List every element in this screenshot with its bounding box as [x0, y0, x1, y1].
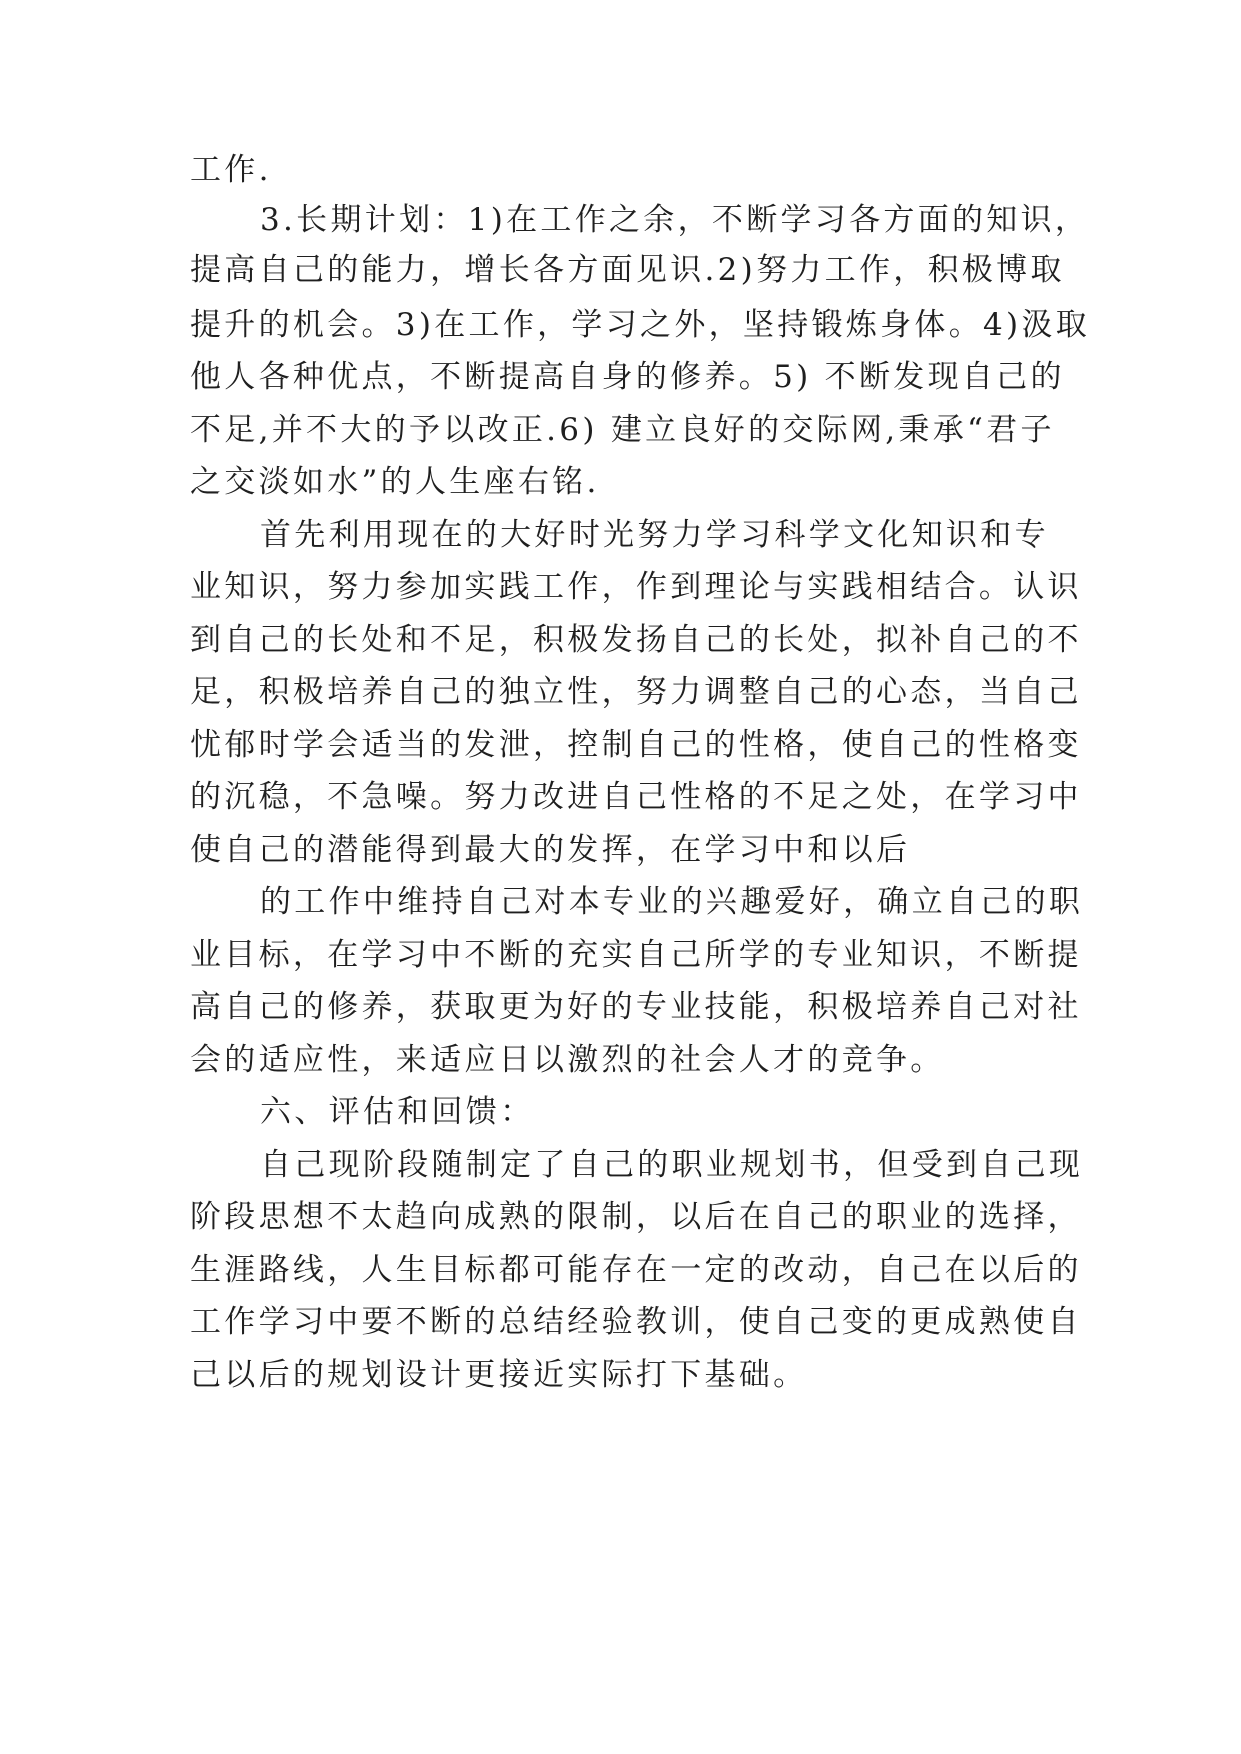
text-line: 3.长期计划：1)在工作之余，不断学习各方面的知识，	[260, 202, 1090, 238]
text-line: 不足,并不大的予以改正.6) 建立良好的交际网,秉承“君子	[190, 412, 1055, 448]
text-line: 的沉稳，不急噪。努力改进自己性格的不足之处，在学习中	[190, 779, 1082, 815]
text-line: 足，积极培养自己的独立性，努力调整自己的心态，当自己	[190, 674, 1082, 710]
text-line: 提高自己的能力，增长各方面见识.2)努力工作，积极博取	[190, 252, 1065, 288]
text-line: 之交淡如水”的人生座右铭.	[190, 464, 600, 500]
text-line: 提升的机会。3)在工作，学习之外，坚持锻炼身体。4)汲取	[190, 307, 1091, 343]
text-line: 到自己的长处和不足，积极发扬自己的长处，拟补自己的不	[190, 622, 1082, 658]
text-line: 业知识，努力参加实践工作，作到理论与实践相结合。认识	[190, 569, 1082, 605]
text-line: 首先利用现在的大好时光努力学习科学文化知识和专	[260, 517, 1049, 553]
text-line: 他人各种优点，不断提高自身的修养。5) 不断发现自己的	[190, 359, 1065, 395]
text-line: 会的适应性，来适应日以激烈的社会人才的竞争。	[190, 1042, 945, 1078]
text-line: 自己现阶段随制定了自己的职业规划书，但受到自己现	[260, 1147, 1084, 1183]
section-heading: 六、评估和回馈：	[260, 1094, 535, 1130]
text-line: 忧郁时学会适当的发泄，控制自己的性格，使自己的性格变	[190, 727, 1082, 763]
text-line: 阶段思想不太趋向成熟的限制，以后在自己的职业的选择，	[190, 1199, 1082, 1235]
text-line: 的工作中维持自己对本专业的兴趣爱好，确立自己的职	[260, 884, 1084, 920]
text-line: 高自己的修养，获取更为好的专业技能，积极培养自己对社	[190, 989, 1082, 1025]
text-line: 使自己的潜能得到最大的发挥，在学习中和以后	[190, 832, 911, 868]
text-line: 业目标，在学习中不断的充实自己所学的专业知识，不断提	[190, 937, 1082, 973]
text-line: 生涯路线，人生目标都可能存在一定的改动，自己在以后的	[190, 1252, 1082, 1288]
text-line: 工作学习中要不断的总结经验教训，使自己变的更成熟使自	[190, 1304, 1082, 1340]
text-line: 工作.	[190, 152, 272, 188]
text-line: 己以后的规划设计更接近实际打下基础。	[190, 1357, 808, 1393]
